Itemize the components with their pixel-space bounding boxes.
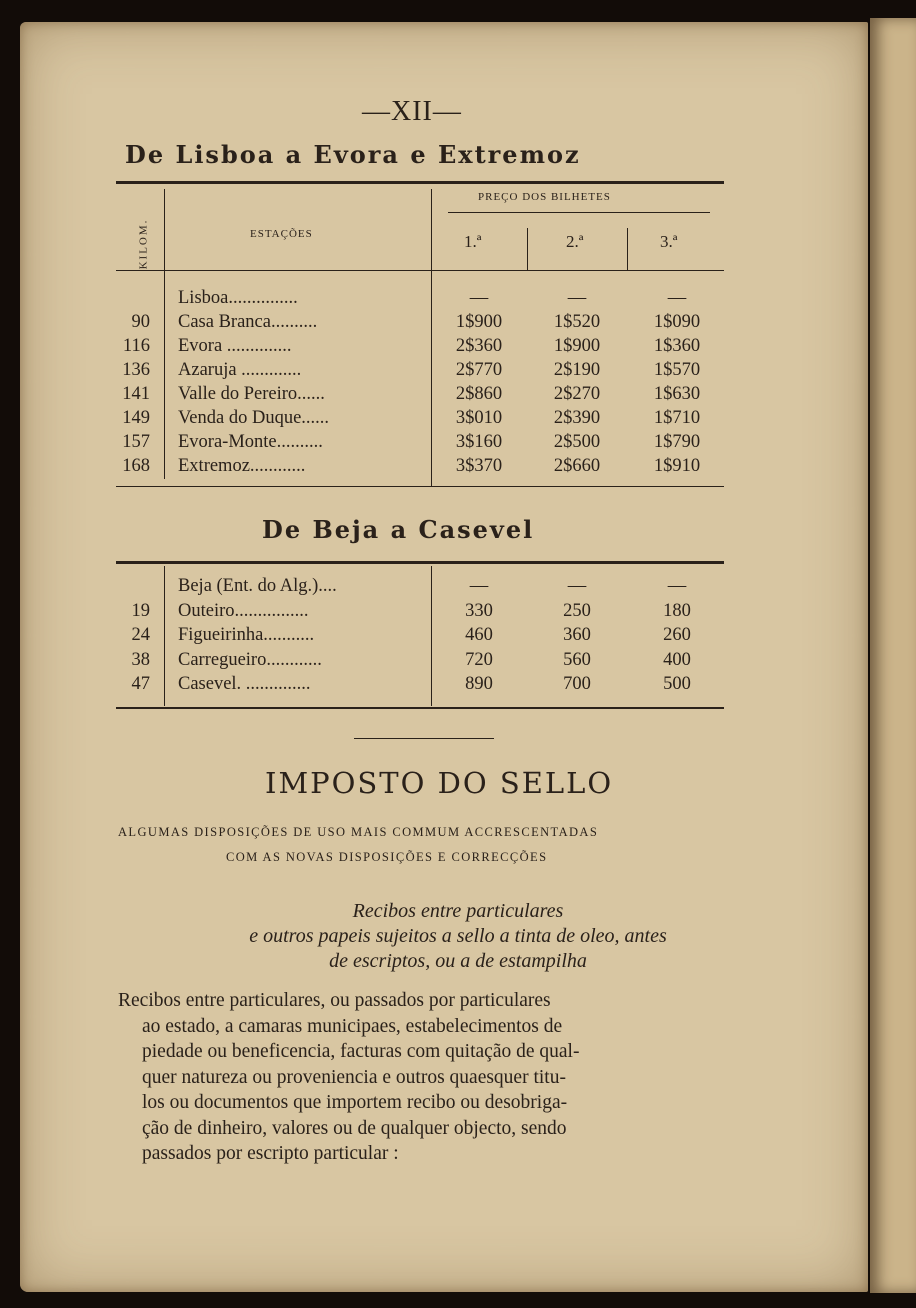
price-class1-cell: 330 [465, 600, 493, 621]
body-paragraph [118, 988, 730, 1167]
price-class3-cell: 180 [663, 600, 691, 621]
table-row [0, 648, 916, 672]
paragraph-line: ao estado, a camaras municipaes, estabelecimentos de [142, 1015, 563, 1037]
station-name-cell: Azaruja ............. [178, 360, 302, 380]
imposto-subtitle-2: COM AS NOVAS DISPOSIÇÕES E CORRECÇÕES [226, 850, 548, 864]
paragraph-line: quer natureza ou proveniencia e outros quaesquer titu- [142, 1066, 566, 1088]
class-3-header: 3.ª [660, 232, 678, 251]
price-class2-cell: 1$520 [553, 312, 601, 332]
price-class2-cell: 250 [563, 600, 591, 621]
price-class1-cell: — [469, 576, 489, 596]
header-bottom-rule [116, 270, 724, 271]
price-class1-cell: 890 [465, 674, 493, 694]
station-name-cell: Evora-Monte.......... [178, 432, 323, 452]
italic-heading-2: e outros papeis sujeitos a sello a tinta de oleo, antes [249, 925, 667, 947]
km-header: KILOM. [137, 218, 150, 270]
page-number: —XII— [362, 96, 462, 127]
price-class1-cell: 2$860 [455, 384, 503, 404]
station-name-cell: Carregueiro............ [178, 649, 322, 670]
price-class3-cell: — [667, 288, 687, 308]
table-row [0, 358, 916, 382]
km-cell: 157 [122, 432, 150, 452]
station-name-cell: Casevel. .............. [178, 674, 311, 694]
price-class3-cell: 1$090 [653, 312, 701, 332]
price-class2-cell: 700 [563, 674, 591, 694]
price-class3-cell: 260 [663, 625, 691, 645]
price-class1-cell: 3$370 [455, 456, 503, 476]
class1-divider [527, 228, 528, 270]
price-class3-cell: 1$710 [653, 408, 701, 428]
price-class2-cell: — [567, 288, 587, 308]
price-class2-cell: 360 [563, 625, 591, 645]
price-class2-cell: 2$500 [553, 432, 601, 452]
imposto-subtitle-1: ALGUMAS DISPOSIÇÕES DE USO MAIS COMMUM ACCRESCENTADAS [118, 825, 599, 839]
stations-header: ESTAÇÕES [250, 228, 313, 240]
price-class3-cell: 1$910 [653, 456, 701, 476]
paragraph-line: ção de dinheiro, valores ou de qualquer objecto, sendo [142, 1117, 567, 1139]
italic-heading-3: de escriptos, ou a de estampilha [329, 950, 587, 972]
class-2-header: 2.ª [566, 232, 584, 251]
km-cell: 19 [131, 600, 150, 621]
table-row [0, 454, 916, 478]
km-cell: 168 [122, 456, 150, 476]
price-class2-cell: 1$900 [553, 336, 601, 356]
price-class2-cell: 2$660 [553, 456, 601, 476]
paragraph-line: piedade ou beneficencia, facturas com quitação de qual- [142, 1041, 580, 1062]
station-name-cell: Extremoz............ [178, 456, 306, 476]
km-cell: 149 [122, 408, 150, 428]
paragraph-line: los ou documentos que importem recibo ou desobriga- [142, 1092, 568, 1113]
station-name-cell: Beja (Ent. do Alg.).... [178, 576, 337, 596]
table-row [0, 599, 916, 623]
price-class1-cell: 2$360 [455, 336, 503, 356]
price-class2-cell: 2$390 [553, 408, 601, 428]
station-name-cell: Lisboa............... [178, 288, 298, 308]
price-class2-cell: — [567, 576, 587, 596]
separator-rule [354, 738, 494, 739]
station-name-cell: Casa Branca.......... [178, 312, 318, 332]
section-title-lisboa-evora: De Lisboa a Evora e Extremoz [125, 140, 581, 169]
price-class1-cell: 2$770 [455, 360, 503, 380]
price-class2-cell: 2$190 [553, 360, 601, 380]
class-1-header: 1.ª [464, 232, 482, 251]
table-row [0, 310, 916, 334]
table-row [0, 406, 916, 430]
km-cell: 141 [122, 384, 150, 404]
km-cell: 136 [122, 360, 150, 380]
price-class3-cell: 400 [663, 649, 691, 670]
table-row [0, 286, 916, 310]
price-header-rule [448, 212, 710, 213]
table-row [0, 430, 916, 454]
price-class2-cell: 2$270 [553, 384, 601, 404]
station-name-cell: Valle do Pereiro...... [178, 384, 325, 404]
paragraph-line: passados por escripto particular : [142, 1143, 399, 1164]
km-cell: 47 [131, 674, 150, 694]
price-class3-cell: 1$570 [653, 360, 701, 380]
km-cell: 116 [122, 336, 150, 356]
km-cell: 24 [131, 625, 150, 645]
price-class1-cell: 1$900 [455, 312, 503, 332]
table-top-rule [116, 181, 724, 184]
table2-top-rule [116, 561, 724, 564]
price-class1-cell: — [469, 288, 489, 308]
price-class1-cell: 3$010 [455, 408, 503, 428]
section-title-beja-casevel: De Beja a Casevel [262, 515, 535, 544]
station-name-cell: Evora .............. [178, 336, 292, 356]
italic-heading-1: Recibos entre particulares [352, 900, 564, 922]
km-cell: 38 [131, 649, 150, 670]
station-name-cell: Venda do Duque...... [178, 408, 330, 428]
table1-bottom-rule [116, 486, 724, 487]
price-class3-cell: — [667, 576, 687, 596]
table2-bottom-rule [116, 707, 724, 709]
price-class2-cell: 560 [563, 649, 591, 670]
table-row [0, 574, 916, 598]
class2-divider [627, 228, 628, 270]
price-class3-cell: 1$790 [653, 432, 701, 452]
price-class1-cell: 720 [465, 649, 493, 670]
table-row [0, 623, 916, 647]
table-row [0, 334, 916, 358]
price-class3-cell: 1$360 [653, 336, 701, 356]
price-class1-cell: 3$160 [455, 432, 503, 452]
station-name-cell: Figueirinha........... [178, 625, 315, 645]
table-row [0, 382, 916, 406]
price-class3-cell: 500 [663, 674, 691, 694]
price-class3-cell: 1$630 [653, 384, 701, 404]
km-cell: 90 [131, 312, 150, 332]
station-name-cell: Outeiro................ [178, 600, 309, 621]
table-row [0, 672, 916, 696]
prices-header: PREÇO DOS BILHETES [478, 191, 611, 203]
paragraph-line: Recibos entre particulares, ou passados por particulares [118, 990, 551, 1011]
price-class1-cell: 460 [465, 625, 493, 645]
imposto-title: IMPOSTO DO SELLO [265, 766, 614, 800]
